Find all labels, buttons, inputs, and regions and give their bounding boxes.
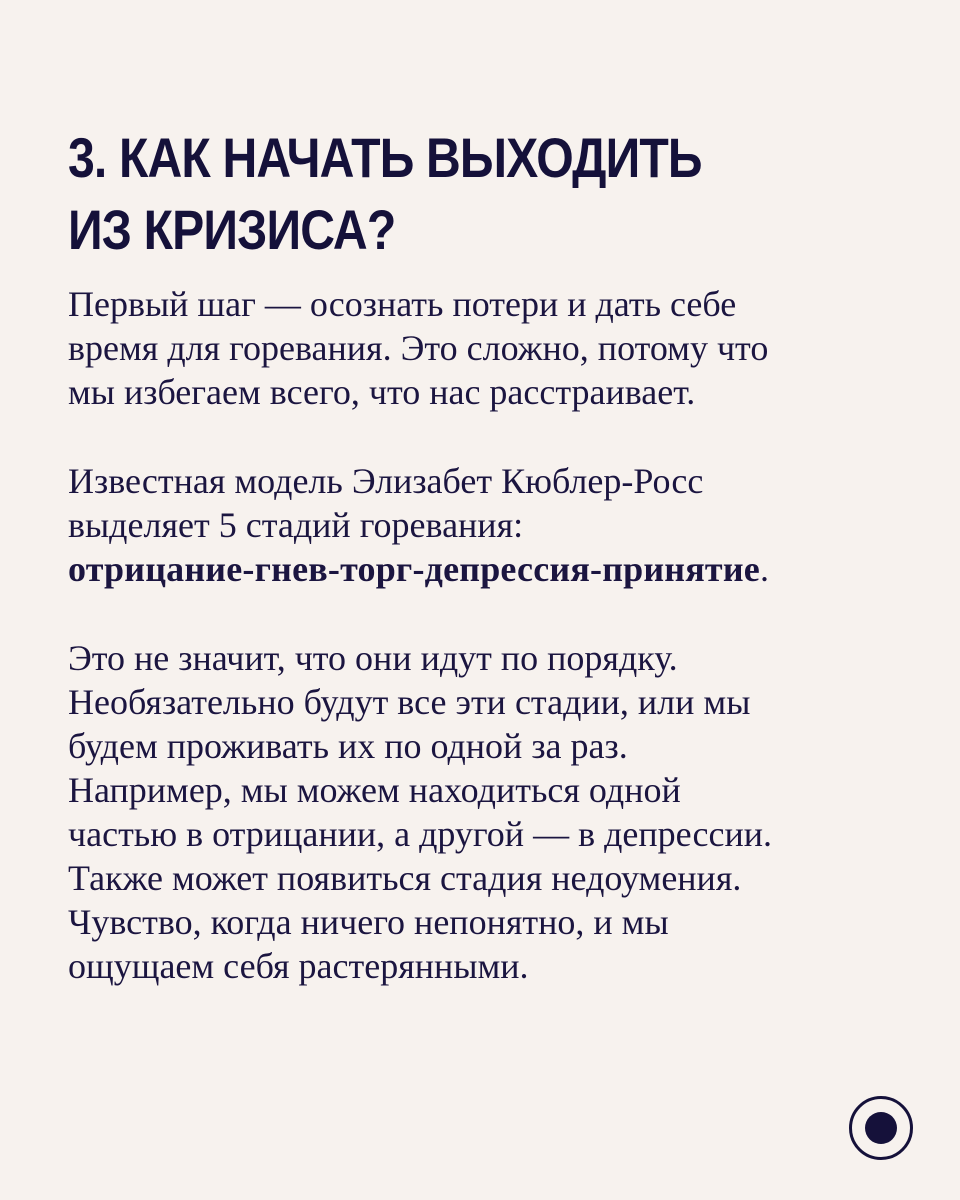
text-line: Чувство, когда ничего непонятно, и мы: [68, 902, 669, 942]
stages-period: .: [759, 549, 769, 589]
grief-stages-list: отрицание-гнев-торг-депрессия-принятие: [68, 549, 760, 589]
text-line: Это не значит, что они идут по порядку.: [68, 638, 678, 678]
paragraph-kubler-ross-model: [68, 459, 908, 591]
title-line-1: 3. КАК НАЧАТЬ ВЫХОДИТЬ: [68, 126, 702, 189]
text-line: Необязательно будут все эти стадии, или мы: [68, 682, 751, 722]
paragraph-first-step: [68, 282, 908, 414]
text-line: Известная модель Элизабет Кюблер-Росс: [68, 461, 704, 501]
text-line: мы избегаем всего, что нас расстраивает.: [68, 372, 696, 412]
page-title: [68, 122, 888, 266]
record-icon: [849, 1096, 913, 1160]
stages-line: [68, 547, 908, 591]
text-line: ощущаем себя растерянными.: [68, 946, 529, 986]
text-line: Например, мы можем находиться одной: [68, 770, 681, 810]
text-line: Первый шаг — осознать потери и дать себе: [68, 284, 737, 324]
text-line: частью в отрицании, а другой — в депрессии.: [68, 814, 772, 854]
paragraph-stages-explanation: [68, 636, 908, 988]
text-line: Также может появиться стадия недоумения.: [68, 858, 742, 898]
record-dot: [865, 1112, 897, 1144]
text-line: выделяет 5 стадий горевания:: [68, 505, 524, 545]
text-line: будем проживать их по одной за раз.: [68, 726, 628, 766]
text-line: время для горевания. Это сложно, потому что: [68, 328, 769, 368]
title-line-2: ИЗ КРИЗИСА?: [68, 198, 396, 261]
